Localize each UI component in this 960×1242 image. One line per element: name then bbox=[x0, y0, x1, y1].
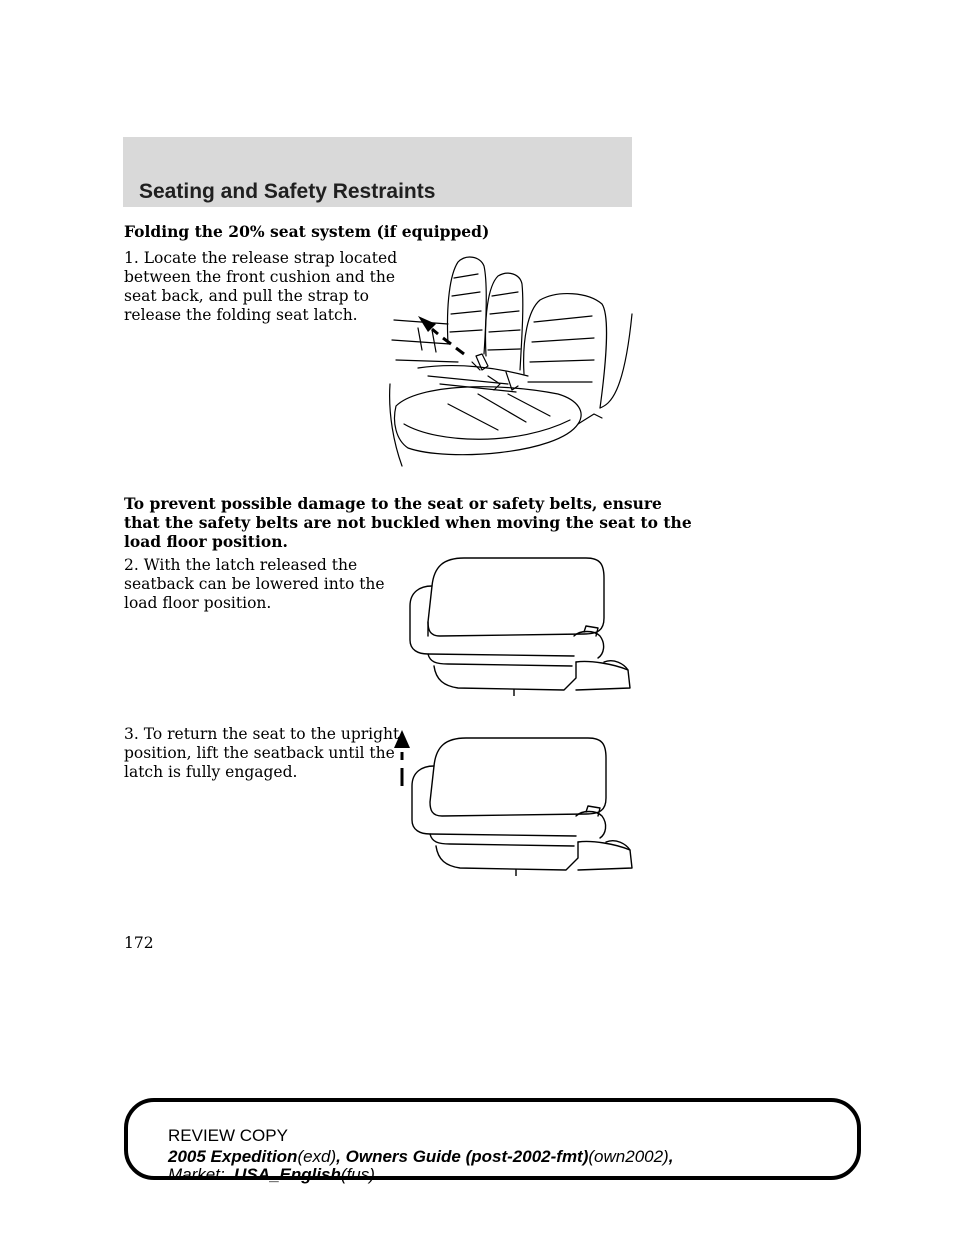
step-2-line: 2. With the latch released the bbox=[124, 556, 358, 574]
step-3-line: position, lift the seatback until the bbox=[124, 744, 395, 762]
caution-line: load floor position. bbox=[124, 532, 288, 551]
step-3-line: 3. To return the seat to the upright bbox=[124, 725, 400, 743]
section-header-band bbox=[123, 137, 632, 207]
review-copy-label: REVIEW COPY bbox=[168, 1126, 288, 1145]
step-3-line: latch is fully engaged. bbox=[124, 763, 298, 781]
step-2-line: seatback can be lowered into the bbox=[124, 575, 385, 593]
seat-load-floor-illustration bbox=[404, 550, 636, 696]
guide-name: Owners Guide (post-2002-fmt) bbox=[345, 1147, 589, 1166]
step-1 bbox=[124, 249, 397, 325]
market-name: USA_English bbox=[234, 1165, 341, 1184]
step-1-line: release the folding seat latch. bbox=[124, 306, 358, 324]
step-2 bbox=[124, 556, 385, 613]
step-2-line: load floor position. bbox=[124, 594, 272, 612]
market-code: (fus) bbox=[340, 1165, 375, 1184]
model-name: 2005 Expedition bbox=[168, 1147, 298, 1166]
review-model-line: 2005 Expedition(exd), Owners Guide (post-2002-fmt)(own2002), bbox=[168, 1147, 674, 1166]
review-copy-footer bbox=[124, 1098, 861, 1184]
review-market-line bbox=[168, 1165, 375, 1185]
step-1-line: seat back, and pull the strap to bbox=[124, 287, 369, 305]
caution-note bbox=[124, 494, 692, 551]
step-3 bbox=[124, 725, 399, 782]
section-header-title: Seating and Safety Restraints bbox=[139, 180, 436, 203]
seat-release-strap-illustration bbox=[388, 244, 636, 468]
guide-code: (own2002) bbox=[588, 1147, 669, 1166]
model-code: (exd) bbox=[297, 1147, 337, 1166]
step-1-line: 1. Locate the release strap located bbox=[124, 249, 398, 267]
step-1-line: between the front cushion and the bbox=[124, 268, 396, 286]
market-label: Market: bbox=[168, 1165, 225, 1184]
caution-line: To prevent possible damage to the seat or safety belts, ensure bbox=[124, 494, 662, 513]
seat-upright-illustration bbox=[394, 728, 636, 876]
caution-line: that the safety belts are not buckled when moving the seat to the bbox=[124, 513, 692, 532]
up-arrow-icon bbox=[394, 730, 410, 748]
subsection-title: Folding the 20% seat system (if equipped) bbox=[124, 222, 490, 241]
page-number: 172 bbox=[124, 934, 154, 952]
